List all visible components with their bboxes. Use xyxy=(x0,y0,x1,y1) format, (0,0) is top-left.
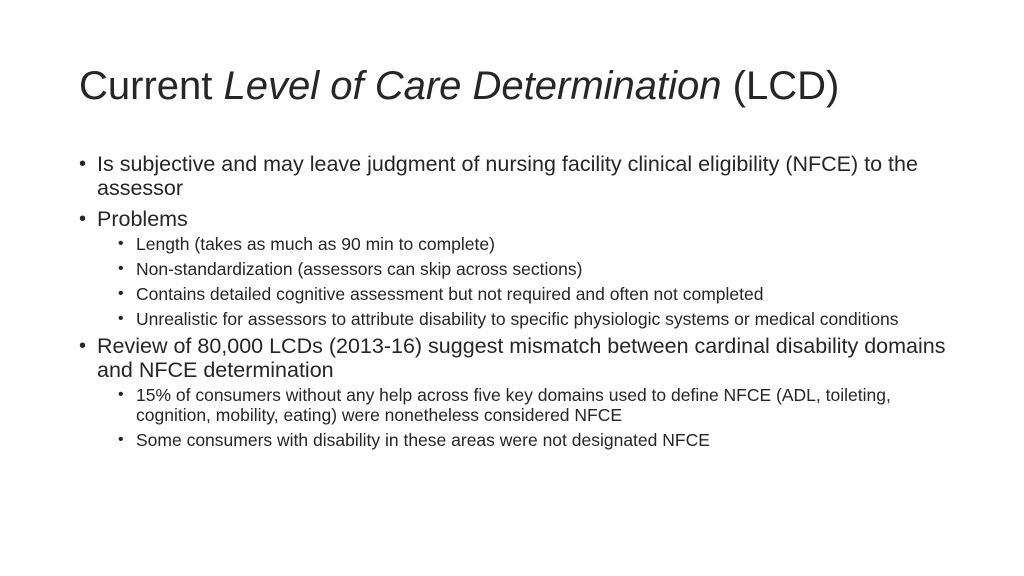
title-suffix: (LCD) xyxy=(721,64,840,108)
bullet-text: Problems xyxy=(97,207,188,231)
bullet-item-2 xyxy=(79,207,959,329)
sub-bullet-text: Contains detailed cognitive assessment but not required and often not completed xyxy=(136,284,764,304)
sub-bullet-icon: • xyxy=(118,386,124,403)
sub-bullet-text: Non-standardization (assessors can skip across sections) xyxy=(136,259,583,279)
slide-title xyxy=(79,58,979,114)
bullet-text: Review of 80,000 LCDs (2013-16) suggest mismatch between cardinal disability domains and NFCE determination xyxy=(97,334,946,382)
bullet-icon: • xyxy=(79,208,87,230)
sub-bullet-text: Unrealistic for assessors to attribute disability to specific physiologic systems or medical conditions xyxy=(136,309,899,329)
sub-bullet-text: Length (takes as much as 90 min to complete) xyxy=(136,234,495,254)
sub-bullet-item xyxy=(97,309,959,329)
bullet-text: Is subjective and may leave judgment of nursing facility clinical eligibility (NFCE) to the assessor xyxy=(97,152,918,200)
bullet-icon: • xyxy=(79,335,87,357)
sub-bullet-icon: • xyxy=(118,431,124,448)
bullet-item-3 xyxy=(79,334,959,450)
sub-bullet-list xyxy=(97,385,959,450)
sub-bullet-item xyxy=(97,234,959,254)
title-prefix: Current xyxy=(79,64,224,108)
bullet-item-1 xyxy=(79,152,959,200)
sub-bullet-item xyxy=(97,284,959,304)
title-italic: Level of Care Determination xyxy=(223,64,722,108)
sub-bullet-icon: • xyxy=(118,260,124,277)
slide-content xyxy=(79,152,959,455)
sub-bullet-icon: • xyxy=(118,310,124,327)
bullet-list xyxy=(79,152,959,450)
sub-bullet-icon: • xyxy=(118,285,124,302)
bullet-icon: • xyxy=(79,153,87,175)
sub-bullet-list xyxy=(97,234,959,329)
sub-bullet-item xyxy=(97,385,959,425)
sub-bullet-icon: • xyxy=(118,235,124,252)
sub-bullet-text: 15% of consumers without any help across five key domains used to define NFCE (ADL, toileting, cognition, mobility, eating) were nonetheless considered NFCE xyxy=(136,385,891,425)
sub-bullet-text: Some consumers with disability in these areas were not designated NFCE xyxy=(136,430,710,450)
sub-bullet-item xyxy=(97,259,959,279)
sub-bullet-item xyxy=(97,430,959,450)
